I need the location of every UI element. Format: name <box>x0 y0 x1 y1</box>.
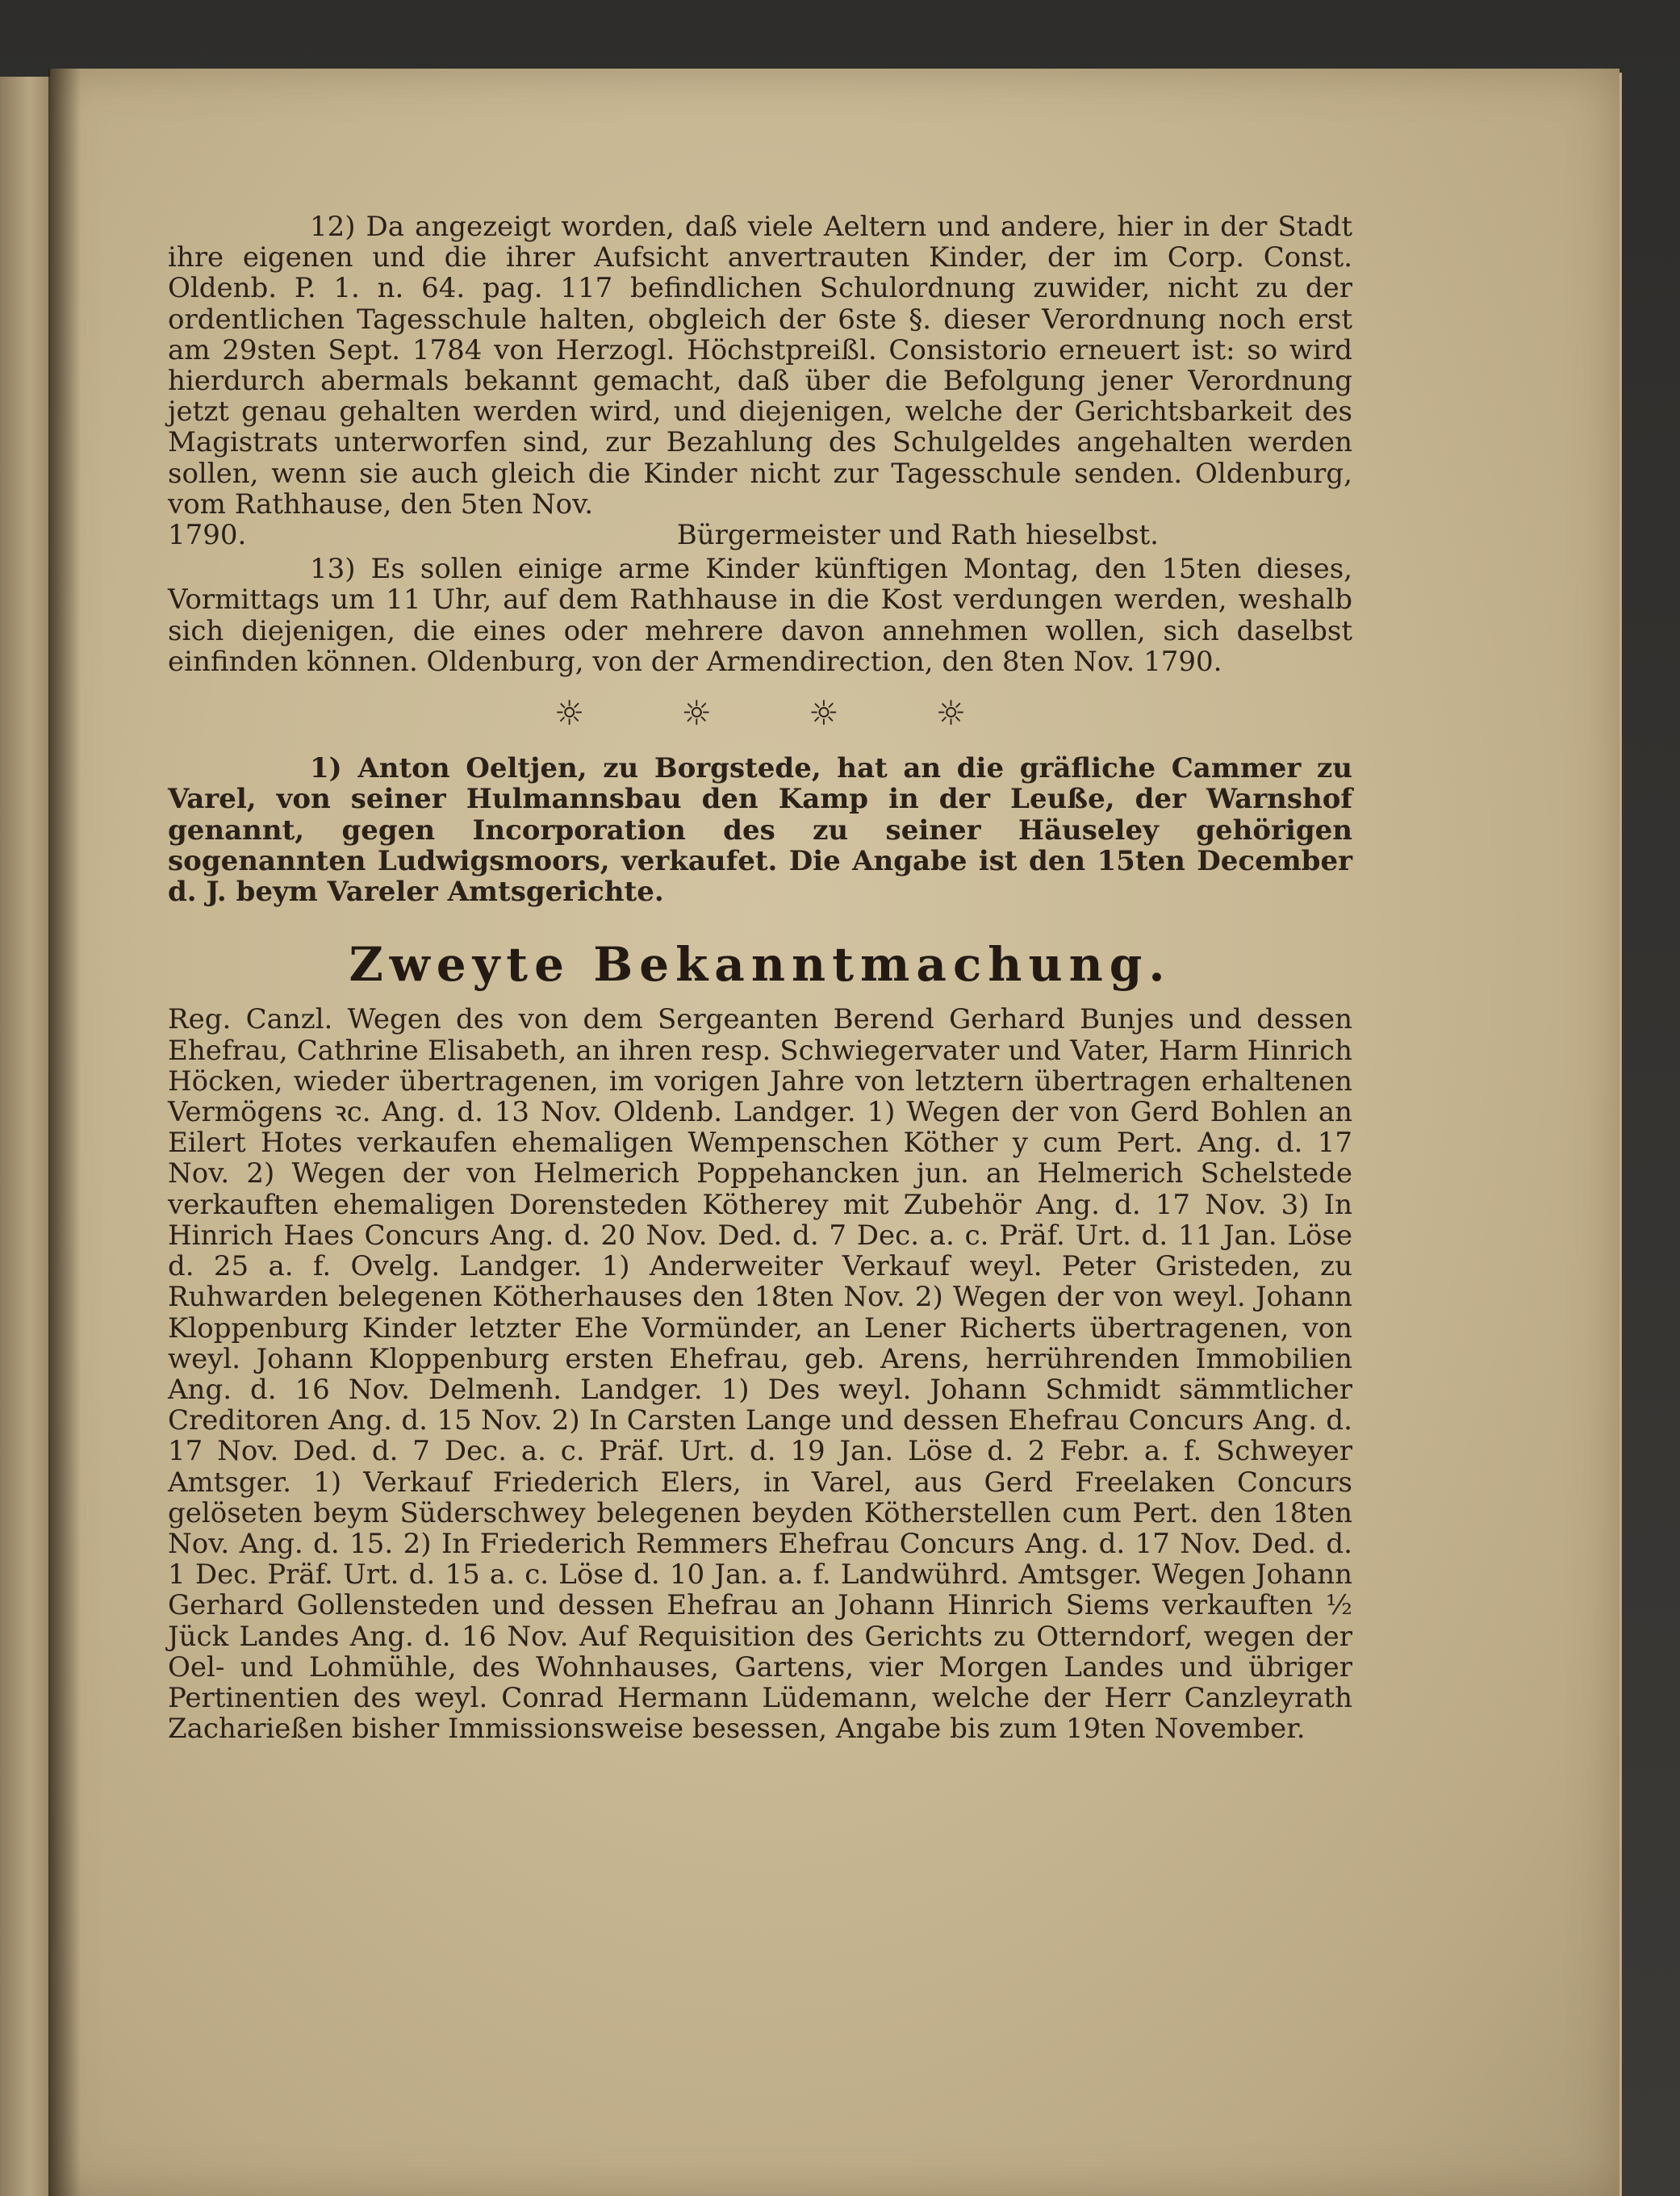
left-page-edge <box>0 77 52 2196</box>
notice-12-signature: Bürgermeister und Rath hieselbst. <box>676 519 1159 552</box>
divider-ornament: ☼ <box>809 693 839 734</box>
notice-12-signature-line <box>168 520 1352 550</box>
notice-13-text: 13) Es sollen einige arme Kinder künftigen Montag, den 15ten dieses, Vormittags um 11 Uhr, auf dem Rathhause in die Kost verdungen werden, weshalb sich diejenigen, die eines oder mehrere davon annehmen wollen, sich daselbst einfinden können. Oldenburg, von der Armendirection, den 8ten Nov. 1790. <box>168 553 1352 678</box>
notice-12-text: 12) Da angezeigt worden, daß viele Aeltern und andere, hier in der Stadt ihre eigenen und die ihrer Aufsicht anvertrauten Kinder, der im Corp. Const. Oldenb. P. 1. n. 64. pag. 117 befindlichen Schulordnung zuwider, nicht zu der ordentlichen Tagesschule halten, obgleich der 6ste §. dieser Verordnung noch erst am 29sten Sept. 1784 von Herzogl. Höchstpreißl. Consistorio erneuert ist: so wird hierdurch abermals bekannt gemacht, daß über die Befolgung jener Verordnung jetzt genau gehalten werden wird, und diejenigen, welche der Gerichtsbarkeit des Magistrats unterworfen sind, zur Bezahlung des Schulgeldes angehalten werden sollen, wenn sie auch gleich die Kinder nicht zur Tagesschule senden. Oldenburg, vom Rathhause, den 5ten Nov. <box>168 211 1352 521</box>
notice-1-text: 1) Anton Oeltjen, zu Borgstede, hat an die gräfliche Cammer zu Varel, von seiner Hulmannsbau den Kamp in der Leuße, der Warnshof genannt, gegen Incorporation des zu seiner Häuseley gehörigen sogenannten Ludwigsmoors, verkaufet. Die Angabe ist den 15ten December d. J. beym Vareler Amtsgerichte. <box>168 752 1352 909</box>
divider-ornament: ☼ <box>935 693 967 734</box>
notice-12-year: 1790. <box>168 519 247 552</box>
spine-shadow <box>48 69 81 2196</box>
second-notice-text: Reg. Canzl. Wegen des von dem Sergeanten Berend Gerhard Bunjes und dessen Ehefrau, Cathrine Elisabeth, an ihren resp. Schwiegervater und Vater, Harm Hinrich Höcken, wieder übertragenen, im vorigen Jahre von letztern übertragen erhaltenen Vermögens ꝛc. Ang. d. 13 Nov. Oldenb. Landger. 1) Wegen der von Gerd Bohlen an Eilert Hotes verkaufen ehemaligen Wempenschen Köther y cum Pert. Ang. d. 17 Nov. 2) Wegen der von Helmerich Poppehancken jun. an Helmerich Schelstede verkauften ehemaligen Dorensteden Kötherey mit Zubehör Ang. d. 17 Nov. 3) In Hinrich Haes Concurs Ang. d. 20 Nov. Ded. d. 7 Dec. a. c. Präf. Urt. d. 11 Jan. Löse d. 25 a. f. Ovelg. Landger. 1) Anderweiter Verkauf weyl. Peter Gristeden, zu Ruhwarden belegenen Kötherhauses den 18ten Nov. 2) Wegen der von weyl. Johann Kloppenburg Kinder letzter Ehe Vormünder, an Lener Richerts übertragenen, von weyl. Johann Kloppenburg ersten Ehefrau, geb. Arens, herrührenden Immobilien Ang. d. 16 Nov. Delmenh. Landger. 1) Des weyl. Johann Schmidt sämmtlicher Creditoren Ang. d. 15 Nov. 2) In Carsten Lange und dessen Ehefrau Concurs Ang. d. 17 Nov. Ded. d. 7 Dec. a. c. Präf. Urt. d. 19 Jan. Löse d. 2 Febr. a. f. Schweyer Amtsger. 1) Verkauf Friederich Elers, in Varel, aus Gerd Freelaken Concurs gelöseten beym Süderschwey belegenen beyden Kötherstellen cum Pert. den 18ten Nov. Ang. d. 15. 2) In Friederich Remmers Ehefrau Concurs Ang. d. 17 Nov. Ded. d. 1 Dec. Präf. Urt. d. 15 a. c. Löse d. 10 Jan. a. f. Landwührd. Amtsger. Wegen Johann Gerhard Gollensteden und dessen Ehefrau an Johann Hinrich Siems verkauften ½ Jück Landes Ang. d. 16 Nov. Auf Requisition des Gerichts zu Otterndorf, wegen der Oel- und Lohmühle, des Wohnhauses, Gartens, vier Morgen Landes und übriger Pertinentien des weyl. Conrad Hermann Lüdemann, welche der Herr Canzleyrath Zacharießen bisher Immissionsweise besessen, Angabe bis zum 19ten November. <box>168 1003 1352 1746</box>
section-divider <box>168 693 1352 734</box>
page-content <box>168 211 1352 1744</box>
divider-ornament: ☼ <box>681 693 712 734</box>
section-heading: Zweyte Bekanntmachung. <box>349 937 1172 993</box>
divider-ornament: ☼ <box>554 693 585 734</box>
